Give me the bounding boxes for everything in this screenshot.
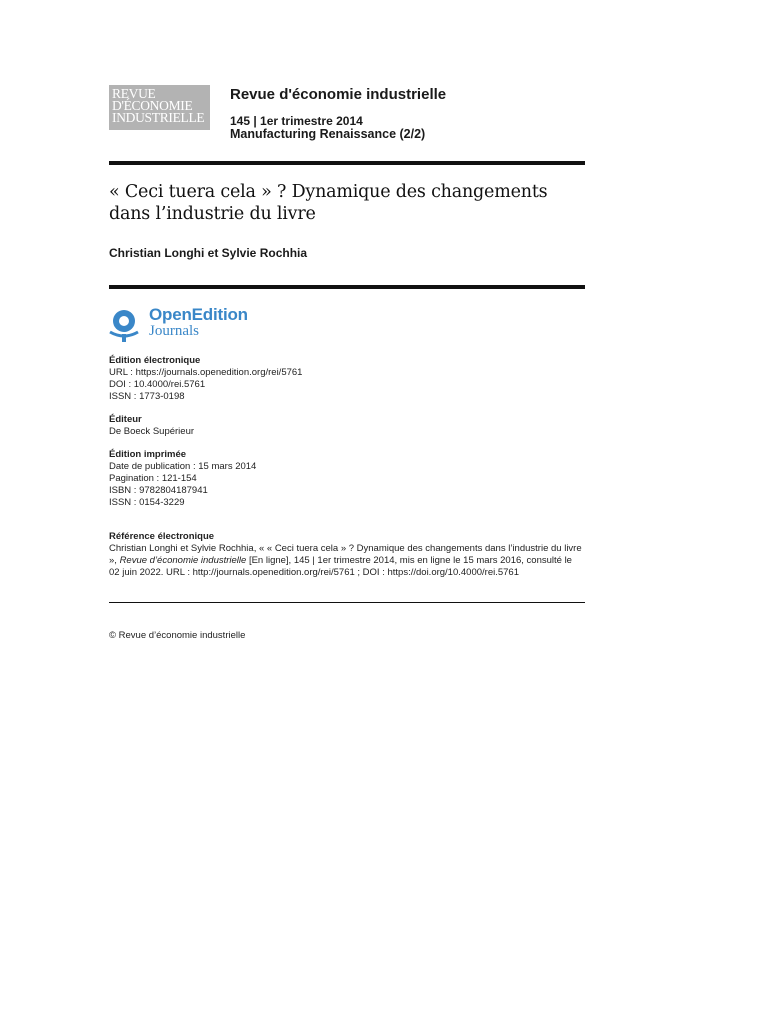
reference-part-1: Christian Longhi et Sylvie Rochhia, « « Ceci tuera cela » ? Dynamique des changements dans l’industrie du livre »,	[109, 543, 582, 566]
journal-title: Revue d'économie industrielle	[230, 86, 447, 103]
logo-line-2: D'ÉCONOMIE	[112, 98, 193, 113]
divider-top	[109, 161, 585, 165]
reference-block	[109, 531, 585, 579]
editeur-block	[109, 414, 194, 438]
reference-part-2[interactable]: [En ligne], 145 | 1er trimestre 2014, mis en ligne le 15 mars 2016, consulté le 02 juin 2022. URL : http://journals.openedition.org/rei/5761 ; DOI : https://doi.org/10.4000/rei.5761	[109, 555, 572, 578]
logo-line-1: REVUE	[112, 86, 156, 101]
electronic-issn: ISSN : 1773-0198	[109, 391, 185, 402]
article-title: « Ceci tuera cela » ? Dynamique des changements dans l’industrie du livre	[109, 182, 548, 224]
isbn: ISBN : 9782804187941	[109, 485, 208, 496]
editeur-heading: Éditeur	[109, 414, 142, 425]
edition-electronique-heading: Édition électronique	[109, 355, 201, 366]
print-issn: ISSN : 0154-3229	[109, 497, 185, 508]
journal-logo	[109, 85, 210, 130]
copyright: © Revue d’économie industrielle	[109, 630, 246, 641]
logo-line-3: INDUSTRIELLE	[112, 110, 205, 125]
editeur-name: De Boeck Supérieur	[109, 426, 195, 437]
article-doi[interactable]: DOI : 10.4000/rei.5761	[109, 379, 206, 390]
article-url[interactable]: URL : https://journals.openedition.org/rei/5761	[109, 367, 303, 378]
edition-imprimee-heading: Édition imprimée	[109, 449, 187, 460]
divider-middle	[109, 285, 585, 289]
reference-journal: Revue d’économie industrielle	[119, 555, 247, 566]
article-authors: Christian Longhi et Sylvie Rochhia	[109, 246, 308, 260]
edition-imprimee-block	[109, 449, 256, 509]
publication-date: Date de publication : 15 mars 2014	[109, 461, 257, 472]
reference-citation	[109, 543, 585, 579]
openedition-brand[interactable]: OpenEdition	[149, 305, 248, 324]
issue-theme: Manufacturing Renaissance (2/2)	[230, 127, 426, 141]
divider-bottom	[109, 602, 585, 603]
issue-number: 145 | 1er trimestre 2014	[230, 114, 363, 128]
openedition-journals: Journals	[149, 323, 199, 339]
edition-electronique-block	[109, 355, 302, 403]
pagination: Pagination : 121-154	[109, 473, 197, 484]
reference-heading: Référence électronique	[109, 531, 215, 542]
